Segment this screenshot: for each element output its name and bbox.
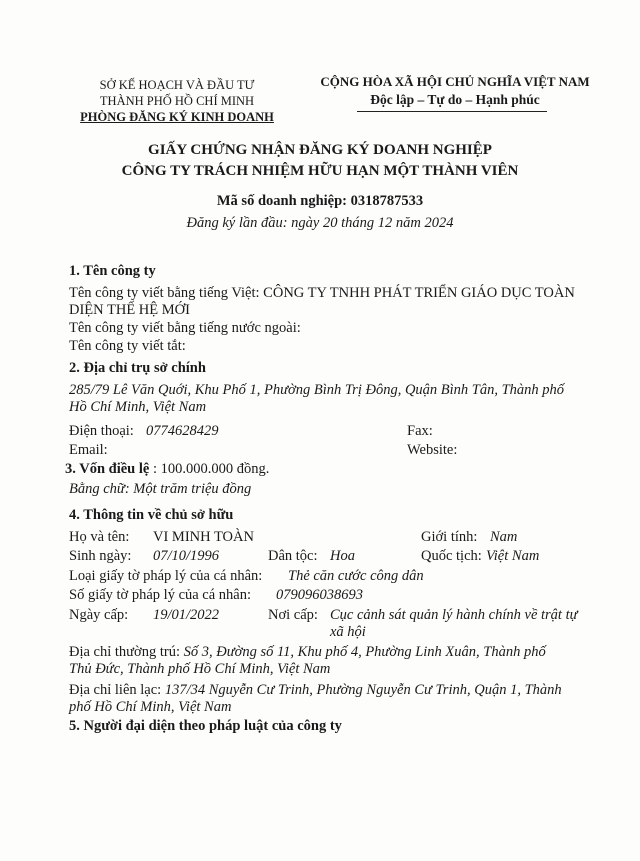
contact-address-value: 137/34 Nguyễn Cư Trinh, Phường Nguyễn Cư Trinh, Quận 1, Thành (164, 682, 562, 698)
tax-code-value: 0318787533 (350, 193, 424, 209)
charter-capital-row (65, 461, 269, 478)
viet-name-value-cont: DIỆN THẾ HỆ MỚI (69, 302, 190, 318)
foreign-name-label: Tên công ty viết bằng tiếng nước ngoài: (69, 320, 301, 336)
charter-capital-value: : 100.000.000 đồng. (152, 461, 270, 477)
issue-place-value: Cục cảnh sát quản lý hành chính về trật tự (330, 607, 578, 623)
issue-date-label: Ngày cấp: (69, 607, 129, 623)
document-title: GIẤY CHỨNG NHẬN ĐĂNG KÝ DOANH NGHIỆP (148, 142, 492, 158)
national-header (305, 73, 605, 109)
national-name: CỘNG HÒA XÃ HỘI CHỦ NGHĨA VIỆT NAM (320, 74, 590, 89)
charter-capital-words: Bằng chữ: Một trăm triệu đồng (69, 481, 252, 497)
issue-date-value: 19/01/2022 (153, 607, 220, 623)
permanent-address-value: Số 3, Đường số 11, Khu phố 4, Phường Linh Xuân, Thành phố (183, 644, 546, 660)
phone-label: Điện thoại: (69, 423, 134, 439)
issue-place-value-cont: xã hội (330, 624, 366, 640)
section-2-heading: 2. Địa chỉ trụ sở chính (69, 360, 206, 376)
permanent-address-row (69, 644, 546, 661)
company-type-title: CÔNG TY TRÁCH NHIỆM HỮU HẠN MỘT THÀNH VIÊN (121, 163, 519, 179)
section-1-heading: 1. Tên công ty (69, 263, 156, 279)
owner-name-value: VI MINH TOÀN (153, 529, 254, 545)
issuer-line-1: SỞ KẾ HOẠCH VÀ ĐẦU TƯ (99, 78, 255, 92)
gender-value: Nam (490, 529, 518, 545)
doc-type-label: Loại giấy tờ pháp lý của cá nhân: (69, 568, 263, 584)
dob-label: Sinh ngày: (69, 548, 132, 564)
fax-label: Fax: (407, 423, 433, 439)
ethnic-value: Hoa (330, 548, 355, 564)
section-3-heading: 3. Vốn điều lệ (65, 461, 150, 477)
issuer-line-2: THÀNH PHỐ HỒ CHÍ MINH (99, 94, 255, 108)
contact-address-row (69, 682, 562, 699)
gender-label: Giới tính: (421, 529, 478, 545)
issuer-block (72, 77, 282, 125)
viet-name-row (69, 285, 575, 302)
doc-number-label: Số giấy tờ pháp lý của cá nhân: (69, 587, 252, 603)
website-label: Website: (407, 442, 458, 458)
registration-date: Đăng ký lần đầu: ngày 20 tháng 12 năm 2024 (186, 215, 454, 231)
nationality-value: Việt Nam (486, 548, 540, 564)
viet-name-label: Tên công ty viết bằng tiếng Việt: (69, 285, 264, 301)
short-name-label: Tên công ty viết tắt: (69, 338, 186, 354)
section-5-heading: 5. Người đại diện theo pháp luật của công ty (69, 718, 342, 734)
national-motto: Độc lập – Tự do – Hạnh phúc (370, 92, 540, 107)
issuer-office: PHÒNG ĐĂNG KÝ KINH DOANH (80, 110, 274, 124)
hq-address-line-1: 285/79 Lê Văn Quới, Khu Phố 1, Phường Bình Trị Đông, Quận Bình Tân, Thành phố (69, 382, 565, 398)
section-4-heading: 4. Thông tin về chủ sở hữu (69, 507, 234, 523)
owner-name-label: Họ và tên: (69, 529, 130, 545)
viet-name-value: CÔNG TY TNHH PHÁT TRIỂN GIÁO DỤC TOÀN (263, 285, 575, 301)
contact-address-value-cont: phố Hồ Chí Minh, Việt Nam (69, 699, 232, 715)
nationality-label: Quốc tịch: (421, 548, 482, 564)
ethnic-label: Dân tộc: (268, 548, 318, 564)
permanent-address-value-cont: Thủ Đức, Thành phố Hồ Chí Minh, Việt Nam (69, 661, 331, 677)
phone-value: 0774628429 (146, 423, 219, 439)
email-label: Email: (69, 442, 108, 458)
contact-address-label: Địa chỉ liên lạc: (69, 682, 162, 698)
hq-address-line-2: Hồ Chí Minh, Việt Nam (69, 399, 207, 415)
motto-underline (357, 111, 547, 112)
tax-code-label: Mã số doanh nghiệp: (216, 193, 351, 209)
doc-number-value: 079096038693 (276, 587, 363, 603)
issue-place-label: Nơi cấp: (268, 607, 318, 623)
permanent-address-label: Địa chỉ thường trú: (69, 644, 180, 660)
dob-value: 07/10/1996 (153, 548, 220, 564)
doc-type-value: Thẻ căn cước công dân (288, 568, 424, 584)
tax-code (0, 193, 640, 210)
